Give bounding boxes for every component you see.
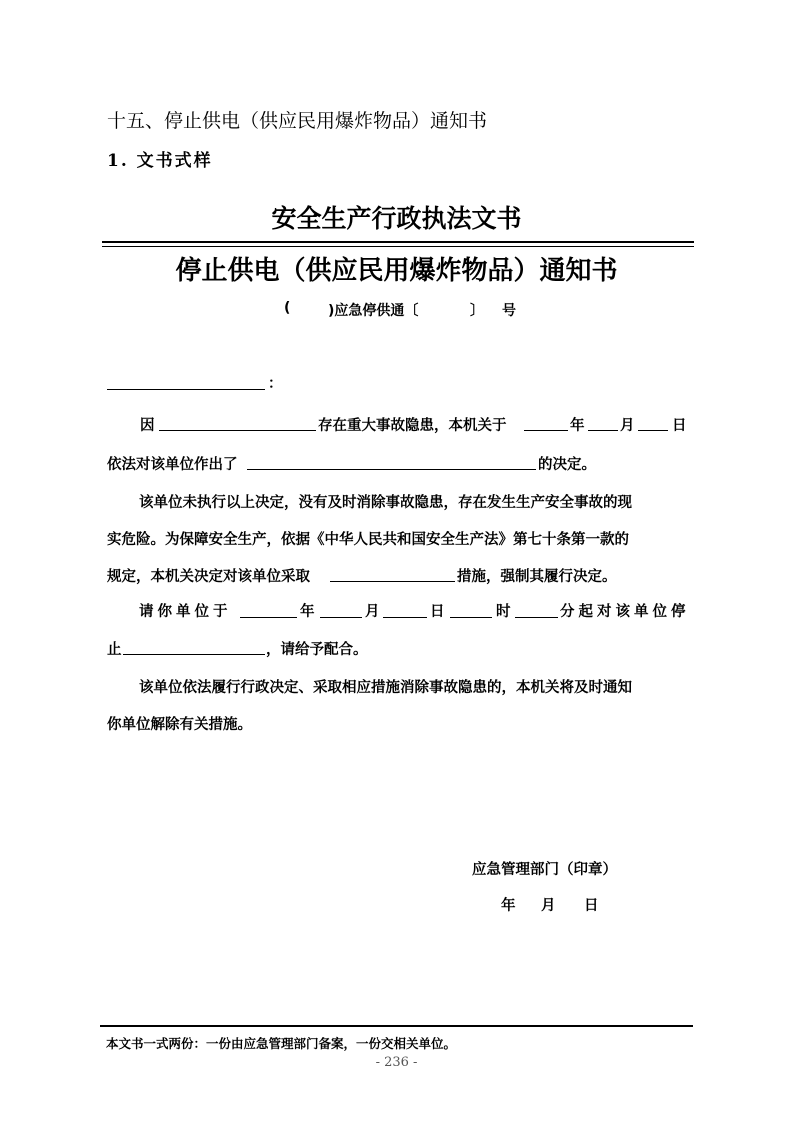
para1-yin: 因 [140, 418, 155, 434]
measure-blank[interactable] [330, 581, 455, 582]
para1-exists-text: 存在重大事故隐患，本机关于 [318, 418, 507, 434]
para2-line2: 实危险。为保障安全生产，依据《中华人民共和国安全生产法》第七十条第一款的 [107, 532, 629, 548]
addressee-colon: ： [268, 376, 283, 392]
para1-year: 年 [570, 418, 585, 434]
footer-rule [100, 1025, 693, 1027]
para3-year: 年 [300, 604, 315, 620]
doc-title: 安全生产行政执法文书 [271, 204, 522, 233]
para4-line2: 你单位解除有关措施。 [107, 717, 252, 733]
company-name-blank[interactable] [159, 430, 316, 431]
doc-number-mid: )应急停供通〔 [328, 303, 419, 319]
notice-title: 停止供电（供应民用爆炸物品）通知书 [175, 256, 618, 286]
para1-decision-text: 的决定。 [538, 457, 596, 473]
signature-dept: 应急管理部门（印章） [472, 862, 617, 878]
page-number: - 236 - [375, 1055, 418, 1070]
signature-month: 月 [541, 898, 556, 914]
para3-year-blank[interactable] [240, 617, 297, 618]
para1-line2-prefix: 依法对该单位作出了 [107, 457, 238, 473]
para1-month-blank[interactable] [588, 430, 618, 431]
doc-number-open-paren: ( [284, 300, 291, 316]
section-heading: 十五、停止供电（供应民用爆炸物品）通知书 [107, 110, 488, 132]
sub-heading: 1. 文书式样 [107, 151, 213, 171]
para3-cooperate: ，请给予配合。 [266, 642, 368, 658]
para3-hour: 时 [496, 604, 511, 620]
addressee-blank[interactable] [107, 389, 265, 390]
doc-number-close: 〕 [470, 303, 484, 319]
para3-qing: 请你单位于 [139, 604, 232, 620]
para1-day-blank[interactable] [638, 430, 668, 431]
para3-zhi: 止 [107, 642, 122, 658]
para3-month: 月 [365, 604, 380, 620]
para2-line1: 该单位未执行以上决定，没有及时消除事故隐患，存在发生生产安全事故的现 [139, 495, 632, 511]
para2-line3-suffix: 措施，强制其履行决定。 [457, 569, 617, 585]
para1-day: 日 [672, 418, 687, 434]
para2-line3-prefix: 规定，本机关决定对该单位采取 [107, 569, 310, 585]
para3-month-blank[interactable] [320, 617, 362, 618]
para3-hour-blank[interactable] [450, 617, 492, 618]
para4-line1: 该单位依法履行行政决定、采取相应措施消除事故隐患的，本机关将及时通知 [139, 680, 632, 696]
stop-item-blank[interactable] [123, 654, 265, 655]
para3-day: 日 [430, 604, 445, 620]
title-rule-thin [102, 246, 694, 247]
para3-day-blank[interactable] [383, 617, 427, 618]
para1-month: 月 [620, 418, 635, 434]
title-rule-thick [102, 241, 694, 243]
footer-note: 本文书一式两份：一份由应急管理部门备案，一份交相关单位。 [106, 1036, 457, 1051]
decision-blank[interactable] [247, 469, 536, 470]
signature-day: 日 [584, 898, 599, 914]
doc-number-hao: 号 [502, 303, 516, 319]
signature-year: 年 [501, 898, 516, 914]
para3-minute-blank[interactable] [515, 617, 558, 618]
para3-from-suffix: 分起对该单位停 [560, 604, 690, 620]
para1-year-blank[interactable] [524, 430, 568, 431]
